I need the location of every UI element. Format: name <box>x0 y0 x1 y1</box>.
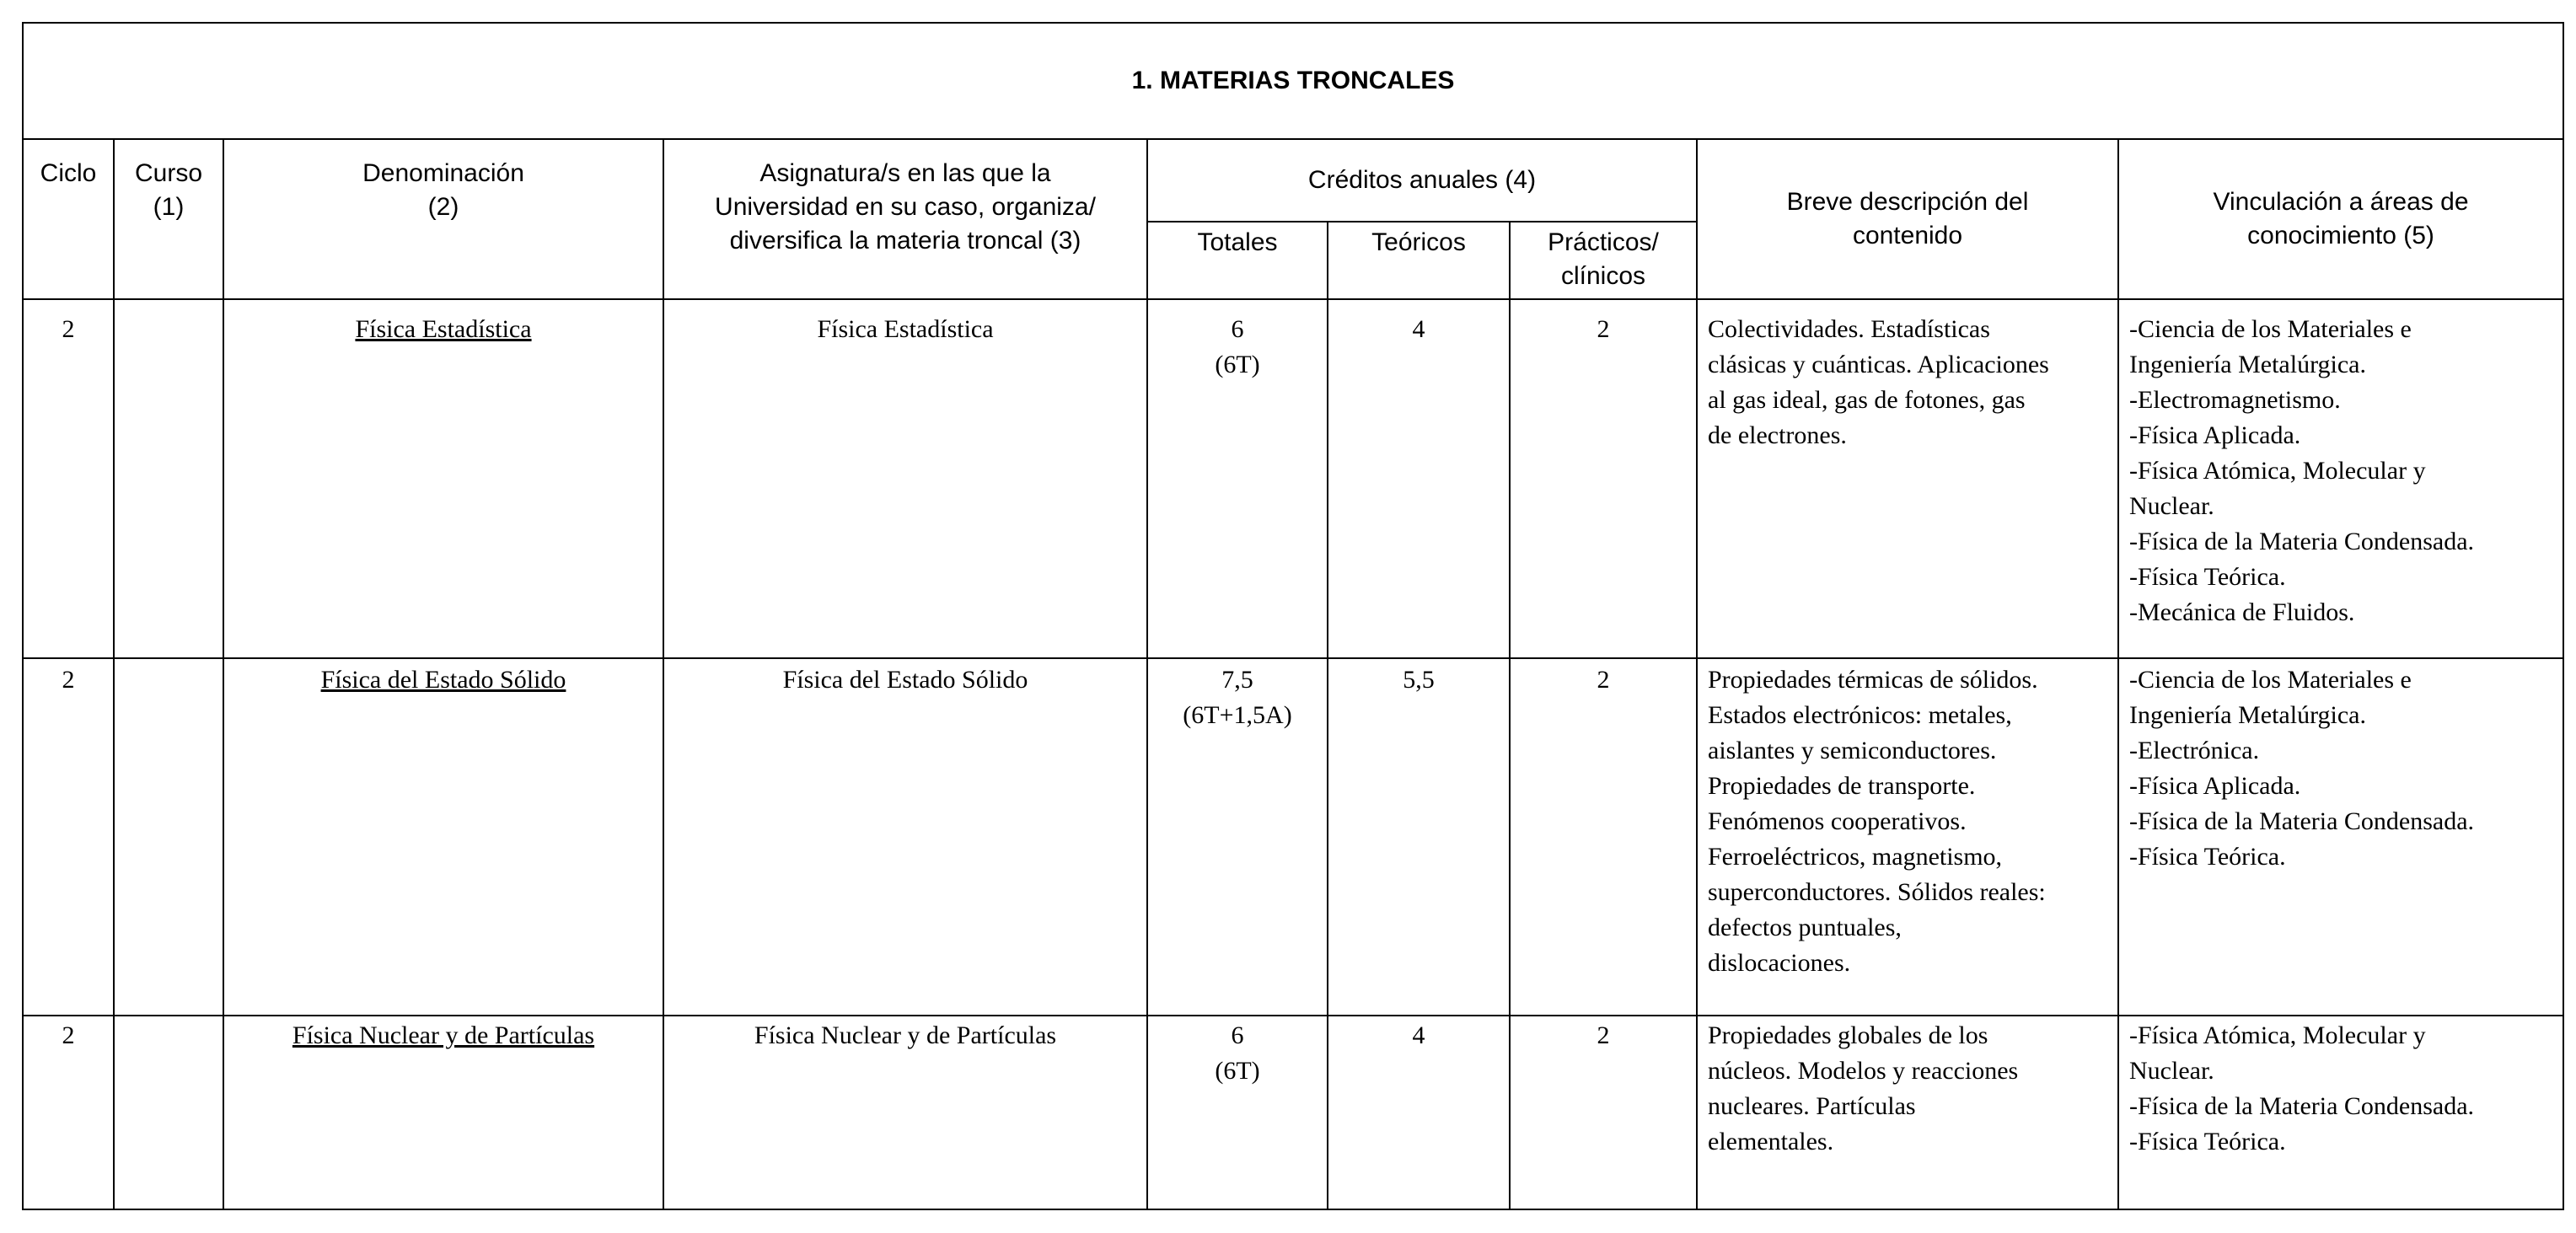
header-denominacion: Denominación (2) <box>223 139 663 299</box>
header-curso: Curso (1) <box>114 139 223 299</box>
cell-totales: 6 (6T) <box>1147 1016 1328 1209</box>
cell-denominacion: Física Nuclear y de Partículas <box>223 1016 663 1209</box>
cell-asignatura: Física Nuclear y de Partículas <box>663 1016 1147 1209</box>
cell-practicos: 2 <box>1510 658 1697 1016</box>
materias-troncales-table <box>22 22 2564 1210</box>
cell-asignatura: Física Estadística <box>663 299 1147 658</box>
cell-areas: -Física Atómica, Molecular y Nuclear. -Física de la Materia Condensada. -Física Teórica. <box>2118 1016 2563 1209</box>
table-row <box>23 1016 2563 1209</box>
cell-ciclo: 2 <box>23 299 114 658</box>
cell-ciclo: 2 <box>23 1016 114 1209</box>
cell-areas: -Ciencia de los Materiales e Ingeniería Metalúrgica. -Electrónica. -Física Aplicada. -Física de la Materia Condensada. -Física Teórica. <box>2118 658 2563 1016</box>
header-totales: Totales <box>1147 222 1328 299</box>
header-practicos: Prácticos/ clínicos <box>1510 222 1697 299</box>
cell-teoricos: 5,5 <box>1328 658 1510 1016</box>
header-descripcion: Breve descripción del contenido <box>1697 139 2118 299</box>
cell-descripcion: Propiedades térmicas de sólidos. Estados electrónicos: metales, aislantes y semiconductores. Propiedades de transporte. Fenómenos cooperativos. Ferroeléctricos, magnetismo, superconductores. Sólidos reales: defectos puntuales, dislocaciones. <box>1697 658 2118 1016</box>
cell-descripcion: Propiedades globales de los núcleos. Modelos y reacciones nucleares. Partículas elementales. <box>1697 1016 2118 1209</box>
cell-curso <box>114 1016 223 1209</box>
cell-asignatura: Física del Estado Sólido <box>663 658 1147 1016</box>
cell-descripcion: Colectividades. Estadísticas clásicas y cuánticas. Aplicaciones al gas ideal, gas de fotones, gas de electrones. <box>1697 299 2118 658</box>
header-teoricos: Teóricos <box>1328 222 1510 299</box>
section-title: 1. MATERIAS TRONCALES <box>23 23 2563 139</box>
header-creditos: Créditos anuales (4) <box>1147 139 1697 222</box>
cell-teoricos: 4 <box>1328 299 1510 658</box>
cell-practicos: 2 <box>1510 1016 1697 1209</box>
header-vinculacion: Vinculación a áreas de conocimiento (5) <box>2118 139 2563 299</box>
header-asignatura: Asignatura/s en las que la Universidad en su caso, organiza/ diversifica la materia troncal (3) <box>663 139 1147 299</box>
cell-totales: 7,5 (6T+1,5A) <box>1147 658 1328 1016</box>
document-page <box>22 22 2563 1210</box>
cell-practicos: 2 <box>1510 299 1697 658</box>
table-row <box>23 658 2563 1016</box>
cell-curso <box>114 299 223 658</box>
cell-ciclo: 2 <box>23 658 114 1016</box>
header-ciclo: Ciclo <box>23 139 114 299</box>
cell-denominacion: Física del Estado Sólido <box>223 658 663 1016</box>
table-row <box>23 299 2563 658</box>
cell-curso <box>114 658 223 1016</box>
cell-teoricos: 4 <box>1328 1016 1510 1209</box>
cell-areas: -Ciencia de los Materiales e Ingeniería Metalúrgica. -Electromagnetismo. -Física Aplicada. -Física Atómica, Molecular y Nuclear. -Física de la Materia Condensada. -Física Teórica. -Mecánica de Fluidos. <box>2118 299 2563 658</box>
cell-denominacion: Física Estadística <box>223 299 663 658</box>
cell-totales: 6 (6T) <box>1147 299 1328 658</box>
